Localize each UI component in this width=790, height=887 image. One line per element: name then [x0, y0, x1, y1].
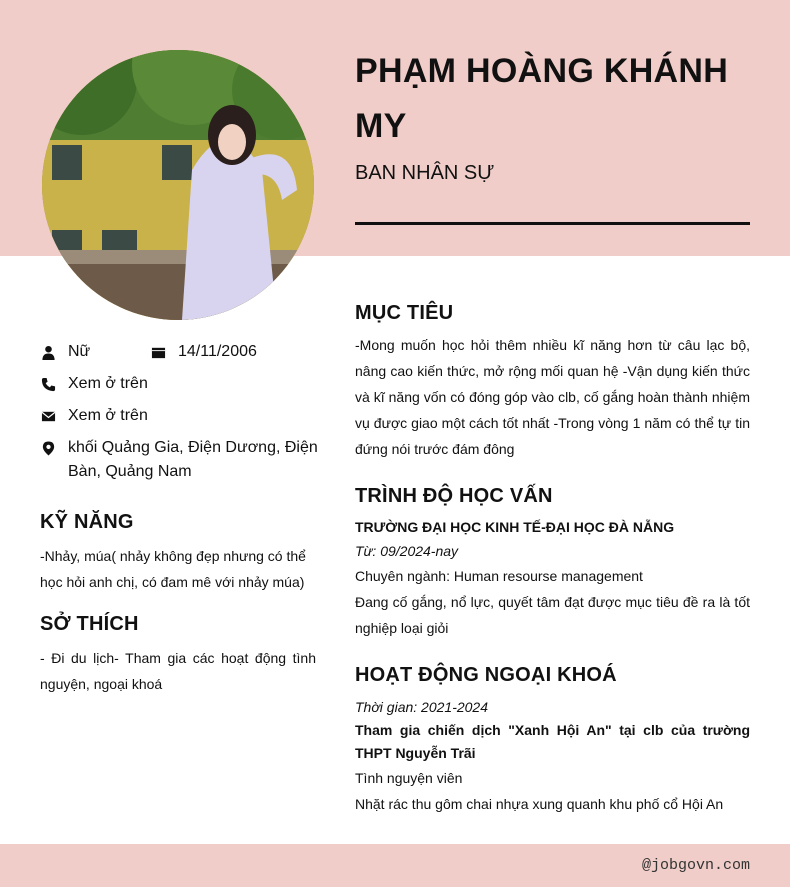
education-period: Từ: 09/2024-nay	[355, 543, 459, 559]
hobbies-text: - Đi du lịch- Tham gia các hoạt động tình nguyện, ngoại khoá	[40, 650, 316, 692]
phone-row	[40, 372, 148, 396]
email-row	[40, 404, 148, 428]
email-value: Xem ở trên	[68, 407, 148, 424]
activities-title: HOẠT ĐỘNG NGOẠI KHOÁ	[355, 664, 617, 686]
header-divider	[355, 222, 750, 225]
activities-role: Tình nguyện viên	[355, 770, 463, 786]
calendar-icon	[150, 340, 166, 364]
address-row	[40, 436, 320, 484]
education-major: Chuyên ngành: Human resourse management	[355, 568, 643, 584]
skills-title: KỸ NĂNG	[40, 511, 134, 533]
profile-photo-illustration	[42, 50, 314, 320]
skills-text: -Nhảy, múa( nhảy không đẹp nhưng có thể học hỏi anh chị, có đam mê với nhảy múa)	[40, 548, 306, 590]
activities-description: Nhặt rác thu gôm chai nhựa xung quanh khu phố cổ Hội An	[355, 796, 724, 812]
envelope-icon	[40, 404, 56, 428]
applied-position: BAN NHÂN SỰ	[355, 162, 495, 184]
map-pin-icon	[40, 436, 56, 460]
education-note: Đang cố gắng, nổ lực, quyết tâm đạt được mục tiêu đề ra là tốt nghiệp loại giỏi	[355, 594, 750, 636]
birthdate-row	[150, 340, 257, 364]
profile-photo	[42, 50, 314, 320]
phone-value: Xem ở trên	[68, 375, 148, 392]
footer-brand: @jobgovn.com	[641, 857, 750, 874]
activities-period: Thời gian: 2021-2024	[355, 699, 488, 715]
candidate-name: PHẠM HOÀNG KHÁNH MY	[355, 52, 729, 145]
objective-text: -Mong muốn học hỏi thêm nhiều kĩ năng hơn từ câu lạc bộ, nâng cao kiến thức, mở rộng mối quan hệ -Vận dụng kiến thức và kĩ năng vốn có đóng góp vào clb, cố gắng hoàn thành nhiệm vụ được giao một cách tốt nhất -Trong vòng 1 năm có thể tự tin đứng nói trước đám đông	[355, 337, 750, 457]
education-title: TRÌNH ĐỘ HỌC VẤN	[355, 485, 553, 507]
address-value: khối Quảng Gia, Điện Dương, Điện Bàn, Quảng Nam	[68, 439, 318, 480]
gender-row	[40, 340, 90, 364]
activities-event: Tham gia chiến dịch "Xanh Hội An" tại clb của trường THPT Nguyễn Trãi	[355, 722, 750, 761]
birthdate-value: 14/11/2006	[178, 343, 257, 360]
user-icon	[40, 340, 56, 364]
education-school: TRƯỜNG ĐẠI HỌC KINH TẾ-ĐẠI HỌC ĐÀ NẴNG	[355, 519, 675, 535]
objective-title: MỤC TIÊU	[355, 302, 454, 324]
gender-value: Nữ	[68, 343, 91, 360]
phone-icon	[40, 372, 56, 396]
hobbies-title: SỞ THÍCH	[40, 613, 139, 635]
